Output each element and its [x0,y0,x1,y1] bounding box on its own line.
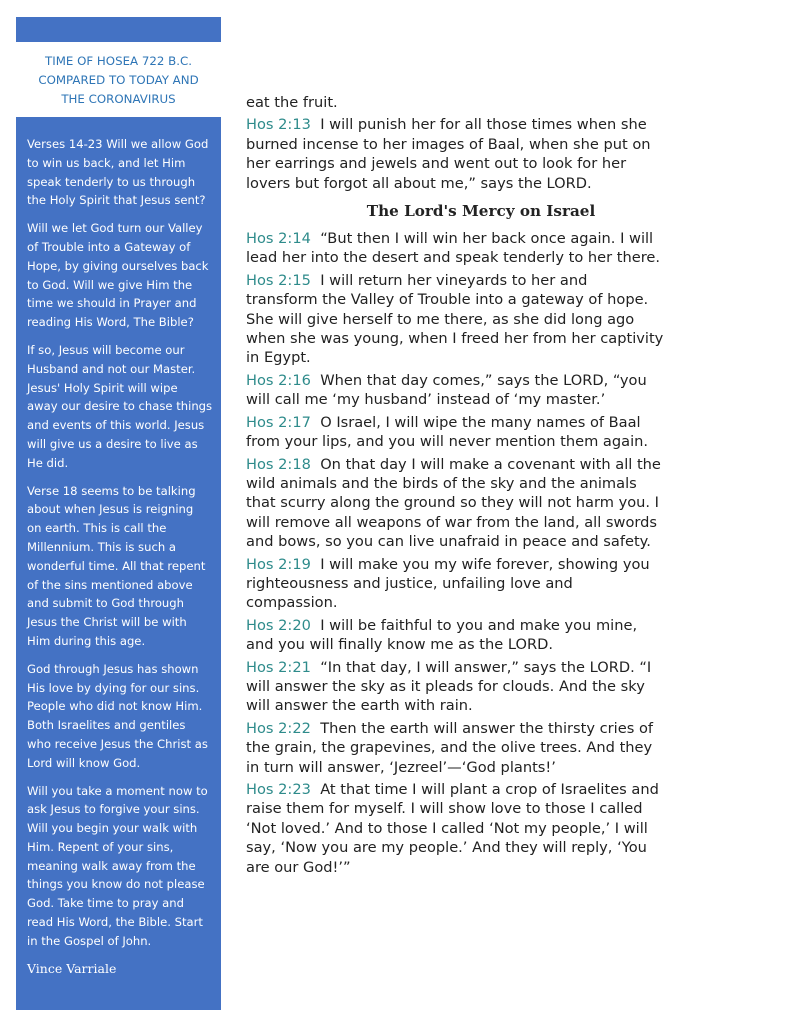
verse-text: O Israel, I will wipe the many names of Baal [310,413,641,431]
verse-line [246,719,716,738]
verse-line [246,348,716,367]
sidebar-paragraph-line: and events of this world. Jesus [27,418,205,433]
sidebar-paragraph-line: wonderful time. All that repent [27,558,206,573]
sidebar-paragraph-line: God through Jesus has shown [27,661,199,676]
intro-line [246,93,716,112]
sidebar-paragraph-line: Verse 18 seems to be talking [27,483,196,498]
sidebar-paragraph-line: of Trouble into a Gateway of [27,239,191,254]
verse-text: in Egypt. [246,349,311,367]
verse-line [246,174,716,193]
verse-text: say, ‘Now you are my people.’ And they will reply, ‘You [246,839,647,857]
verse-text: when she was young, when I freed her from her captivity [246,330,664,348]
verse-line [246,758,716,777]
verse-line [246,696,716,715]
verse-text: On that day I will make a covenant with all the [310,455,661,473]
verse-text: that scurry along the ground so they will not harm you. I [246,494,659,512]
sidebar-paragraph-line: If so, Jesus will become our [27,342,185,357]
verse-text: wild animals and the birds of the sky and the animals [246,474,637,492]
scripture-passage [246,93,716,880]
sidebar-paragraph [27,135,213,210]
verse-hos-2-22 [246,719,716,777]
verse-text: will answer the earth with rain. [246,697,473,715]
verse-line [246,738,716,757]
sidebar-paragraph-line: Will you take a moment now to [27,783,208,798]
sidebar-paragraph-line: Verses 14-23 Will we allow God [27,137,209,151]
verse-text: will call me ‘my husband’ instead of ‘my master.’ [246,391,606,409]
verse-line [246,819,716,838]
verse-line [246,493,716,512]
sidebar-paragraph-line: Lord will know God. [27,755,141,770]
verse-text: Then the earth will answer the thirsty cries of [310,719,654,737]
verse-reference: Hos 2:17 [246,413,311,431]
verse-line [246,513,716,532]
sidebar-paragraph-line: about when Jesus is reigning [27,502,194,517]
verse-reference: Hos 2:18 [246,455,311,473]
verse-line [246,271,716,290]
sidebar-paragraph-line: to win us back, and let Him [27,155,186,170]
verse-reference: Hos 2:20 [246,616,311,634]
verse-text: in turn will answer, ‘Jezreel’—‘God plants!’ [246,758,556,776]
sidebar-paragraph-line: the Holy Spirit that Jesus sent? [27,193,206,208]
verse-text: the grain, the grapevines, and the olive trees. And they [246,739,653,757]
sidebar-paragraph-line: Will we let God turn our Valley [27,221,203,236]
verse-text: transform the Valley of Trouble into a gateway of hope. [246,291,649,309]
sidebar-top-bar [16,17,221,42]
sidebar-paragraph [27,782,213,951]
verse-hos-2-19 [246,555,716,613]
verse-line [246,593,716,612]
sidebar-paragraph [27,341,213,473]
verse-text: will remove all weapons of war from the land, all swords [246,513,657,531]
sidebar-paragraph-line: reading His Word, The Bible? [27,315,194,330]
verse-line [246,858,716,877]
verse-hos-2-23 [246,780,716,877]
sidebar-commentary [27,135,213,951]
verse-line [246,780,716,799]
verse-line [246,455,716,474]
verse-reference: Hos 2:23 [246,781,311,798]
sidebar-paragraph-line: Hope, by giving ourselves back [27,258,209,273]
verse-line [246,413,716,432]
verse-hos-2-17 [246,413,716,452]
verse-reference: Hos 2:19 [246,555,311,573]
verse-hos-2-20 [246,616,716,655]
verse-line [246,432,716,451]
verse-hos-2-18 [246,455,716,552]
sidebar-paragraph-line: Him during this age. [27,633,146,648]
verse-text: compassion. [246,594,338,612]
verse-text: “But then I will win her back once again. I will [310,230,654,248]
verse-text: and bows, so you can live unafraid in peace and safety. [246,533,651,551]
verse-text: I will punish her for all those times when she [310,116,647,134]
verse-line [246,135,716,154]
verse-reference: Hos 2:21 [246,658,311,676]
verse-hos-2-14 [246,229,716,268]
sidebar-paragraph-line: speak tenderly to us through [27,174,196,189]
sidebar-paragraph-line: His love by dying for our sins. [27,680,200,695]
verse-line [246,838,716,857]
sidebar-paragraph-line: on earth. This is call the [27,521,167,536]
verse-reference: Hos 2:16 [246,371,311,389]
sidebar-title-line: COMPARED TO TODAY AND [38,73,199,87]
verse-reference: Hos 2:13 [246,116,311,134]
verse-line [246,555,716,574]
verse-text: I will be faithful to you and make you mine, [310,616,638,634]
verse-line [246,390,716,409]
sidebar-paragraph-line: things you know do not please [27,877,205,892]
verse-text: When that day comes,” says the LORD, “you [310,371,647,389]
verse-line [246,799,716,818]
intro-text: eat the fruit. [246,94,338,111]
sidebar-paragraph-line: time we should in Prayer and [27,296,197,311]
verse-line [246,371,716,390]
verse-reference: Hos 2:14 [246,230,311,248]
verse-line [246,474,716,493]
verse-line [246,154,716,173]
verse-line [246,248,716,267]
verse-line [246,677,716,696]
verse-hos-2-16 [246,371,716,410]
verse-text: righteousness and justice, unfailing love and [246,574,573,592]
sidebar-paragraph-line: away our desire to chase things [27,399,213,414]
sidebar-paragraph-line: Him. Repent of your sins, [27,839,174,854]
sidebar-paragraph-line: will give us a desire to live as [27,436,198,451]
verse-text: ‘Not loved.’ And to those I called ‘Not my people,’ I will [246,819,648,837]
sidebar-paragraph-line: God. Take time to pray and [27,896,184,911]
verse-line [246,574,716,593]
verse-text: burned incense to her images of Baal, when she put on [246,135,651,153]
verse-reference: Hos 2:15 [246,271,311,289]
sidebar-title-line: TIME OF HOSEA 722 B.C. [45,54,192,68]
sidebar-paragraph-line: to God. Will we give Him the [27,277,193,292]
verse-text: “In that day, I will answer,” says the LORD. “I [310,658,652,676]
sidebar-paragraph-line: ask Jesus to forgive your sins. [27,802,200,817]
sidebar-panel [16,117,221,1010]
verse-text: are our God!’” [246,858,351,876]
sidebar-paragraph-line: People who did not know Him. [27,699,203,714]
sidebar-paragraph-line: Husband and not our Master. [27,361,196,376]
verse-hos-2-15 [246,271,716,368]
verse-line [246,115,716,134]
verse-line [246,310,716,329]
sidebar-paragraph-line: and submit to God through [27,596,184,611]
verse-text: raise them for myself. I will show love to those I called [246,800,643,818]
verse-text: and you will finally know me as the LORD. [246,636,553,654]
sidebar-paragraph-line: Jesus the Christ will be with [27,615,187,630]
verse-hos-2-13 [246,115,716,193]
verse-text: from your lips, and you will never mention them again. [246,433,649,451]
verse-text: lovers but forgot all about me,” says the LORD. [246,174,592,192]
sidebar-paragraph-line: who receive Jesus the Christ as [27,736,208,751]
sidebar-paragraph [27,660,213,773]
sidebar-paragraph [27,482,213,651]
sidebar-paragraph-line: Both Israelites and gentiles [27,718,186,733]
sidebar-title [16,52,221,109]
sidebar-paragraph-line: Jesus' Holy Spirit will wipe [27,380,178,395]
sidebar-paragraph-line: Will you begin your walk with [27,821,198,836]
verse-text: I will return her vineyards to her and [310,271,588,289]
verse-line [246,616,716,635]
verse-line [246,329,716,348]
verse-text: I will make you my wife forever, showing you [310,555,650,573]
sidebar-paragraph-line: He did. [27,455,69,470]
sidebar-paragraph-line: meaning walk away from the [27,858,196,873]
verse-text: lead her into the desert and speak tenderly to her there. [246,249,661,267]
verse-line [246,532,716,551]
verse-list [246,229,716,877]
verse-line [246,658,716,677]
verse-line [246,229,716,248]
sidebar-paragraph-line: in the Gospel of John. [27,933,152,948]
verse-reference: Hos 2:22 [246,719,311,737]
sidebar-paragraph-line: read His Word, the Bible. Start [27,915,203,930]
verse-hos-2-21 [246,658,716,716]
verse-text: will answer the sky as it pleads for clouds. And the sky [246,677,645,695]
section-heading: The Lord's Mercy on Israel [366,202,596,221]
verse-text: At that time I will plant a crop of Israelites and [310,781,659,798]
sidebar-paragraph [27,219,213,332]
author-signature: Vince Varriale [27,960,117,976]
verse-line [246,290,716,309]
verse-text: her earrings and jewels and went out to look for her [246,155,627,173]
sidebar-title-line: THE CORONAVIRUS [61,92,176,106]
verse-line [246,635,716,654]
verse-text: She will give herself to me there, as she did long ago [246,310,635,328]
sidebar-paragraph-line: Millennium. This is such a [27,539,176,554]
sidebar-paragraph-line: of the sins mentioned above [27,577,193,592]
